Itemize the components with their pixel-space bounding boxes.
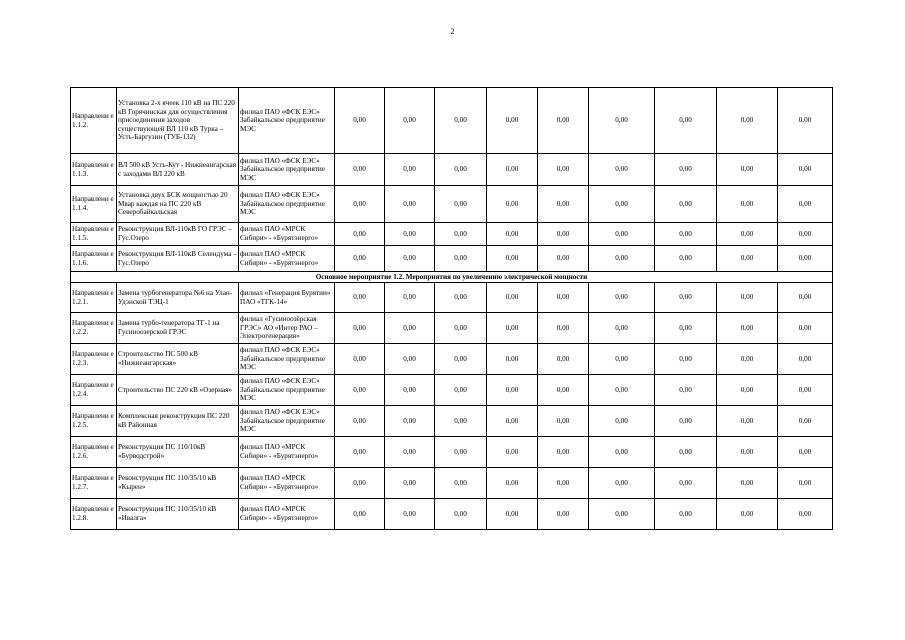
table-row bbox=[71, 468, 833, 499]
row-name: Установка 2-х ячеек 110 кВ на ПС 220 кВ Горячинская для осуществления присоединения заходов существующей ВЛ 110 кВ Турка – Усть-Баргузин (ТУБ-132) bbox=[117, 88, 239, 154]
row-value: 0,00 bbox=[717, 186, 778, 223]
row-value: 0,00 bbox=[335, 283, 385, 313]
row-value: 0,00 bbox=[487, 344, 538, 375]
row-code: Направлени е 1.2.7. bbox=[71, 468, 117, 499]
row-value: 0,00 bbox=[717, 246, 778, 272]
row-value: 0,00 bbox=[778, 88, 833, 154]
row-value: 0,00 bbox=[335, 313, 385, 344]
row-code: Направлени е 1.1.4. bbox=[71, 186, 117, 223]
row-value: 0,00 bbox=[717, 88, 778, 154]
row-value: 0,00 bbox=[589, 375, 655, 406]
table-row bbox=[71, 186, 833, 223]
row-value: 0,00 bbox=[655, 375, 717, 406]
row-value: 0,00 bbox=[385, 499, 435, 530]
row-organization: филиал ПАО «ФСК ЕЭС» Забайкальское предприятие МЭС bbox=[239, 88, 335, 154]
table-row bbox=[71, 154, 833, 186]
row-name: Реконструкция ПС 110/35/10 кВ «Кырен» bbox=[117, 468, 239, 499]
row-organization: филиал «Генерация Бурятии» ПАО «ТГК-14» bbox=[239, 283, 335, 313]
row-value: 0,00 bbox=[538, 344, 589, 375]
row-value: 0,00 bbox=[435, 186, 487, 223]
row-value: 0,00 bbox=[385, 375, 435, 406]
row-value: 0,00 bbox=[717, 283, 778, 313]
row-value: 0,00 bbox=[335, 154, 385, 186]
row-code: Направлени е 1.2.4. bbox=[71, 375, 117, 406]
row-value: 0,00 bbox=[385, 223, 435, 246]
row-name: Замена турбо-генератора ТГ-1 на Гусиноозерской ГРЭС bbox=[117, 313, 239, 344]
row-value: 0,00 bbox=[487, 499, 538, 530]
row-value: 0,00 bbox=[589, 246, 655, 272]
row-value: 0,00 bbox=[487, 313, 538, 344]
row-value: 0,00 bbox=[717, 406, 778, 437]
row-value: 0,00 bbox=[589, 344, 655, 375]
row-value: 0,00 bbox=[538, 186, 589, 223]
row-value: 0,00 bbox=[717, 154, 778, 186]
row-value: 0,00 bbox=[538, 437, 589, 468]
row-name: ВЛ 500 кВ Усть-Кут - Нижнеангарская с заходами ВЛ 220 кВ bbox=[117, 154, 239, 186]
row-code: Направлени е 1.2.2. bbox=[71, 313, 117, 344]
row-code: Направлени е 1.1.6. bbox=[71, 246, 117, 272]
row-value: 0,00 bbox=[589, 437, 655, 468]
row-value: 0,00 bbox=[487, 246, 538, 272]
row-value: 0,00 bbox=[435, 499, 487, 530]
row-value: 0,00 bbox=[778, 246, 833, 272]
row-name: Реконструкция ВЛ-110кВ ГО ГРЭС – Гус.Озеро bbox=[117, 223, 239, 246]
table-row bbox=[71, 313, 833, 344]
row-value: 0,00 bbox=[385, 154, 435, 186]
row-value: 0,00 bbox=[717, 437, 778, 468]
row-value: 0,00 bbox=[487, 375, 538, 406]
table-row bbox=[71, 344, 833, 375]
table-row bbox=[71, 499, 833, 530]
row-code: Направлени е 1.2.5. bbox=[71, 406, 117, 437]
row-value: 0,00 bbox=[487, 88, 538, 154]
table-row bbox=[71, 283, 833, 313]
row-name: Строительство ПС 220 кВ «Озерная» bbox=[117, 375, 239, 406]
row-name: Реконструкция ПС 110/35/10 кВ «Ивалга» bbox=[117, 499, 239, 530]
row-value: 0,00 bbox=[385, 186, 435, 223]
row-value: 0,00 bbox=[655, 344, 717, 375]
row-value: 0,00 bbox=[335, 88, 385, 154]
row-value: 0,00 bbox=[589, 154, 655, 186]
row-value: 0,00 bbox=[655, 313, 717, 344]
row-value: 0,00 bbox=[385, 313, 435, 344]
row-value: 0,00 bbox=[335, 246, 385, 272]
row-organization: филиал «Гусиноозёрская ГРЭС» АО «Интер РАО – Электрогенерация» bbox=[239, 313, 335, 344]
row-value: 0,00 bbox=[538, 88, 589, 154]
row-value: 0,00 bbox=[778, 223, 833, 246]
row-organization: филиал ПАО «МРСК Сибири» - «Бурятэнерго» bbox=[239, 468, 335, 499]
row-value: 0,00 bbox=[589, 88, 655, 154]
row-value: 0,00 bbox=[589, 499, 655, 530]
row-value: 0,00 bbox=[778, 437, 833, 468]
row-value: 0,00 bbox=[335, 223, 385, 246]
row-value: 0,00 bbox=[655, 246, 717, 272]
row-name: Комплексная реконструкция ПС 220 кВ Районная bbox=[117, 406, 239, 437]
row-value: 0,00 bbox=[538, 375, 589, 406]
page-number: 2 bbox=[450, 27, 455, 36]
row-value: 0,00 bbox=[335, 186, 385, 223]
row-organization: филиал ПАО «ФСК ЕЭС» Забайкальское предприятие МЭС bbox=[239, 186, 335, 223]
row-code: Направлени е 1.1.5. bbox=[71, 223, 117, 246]
table-row bbox=[71, 406, 833, 437]
row-value: 0,00 bbox=[538, 223, 589, 246]
row-value: 0,00 bbox=[487, 154, 538, 186]
row-value: 0,00 bbox=[655, 154, 717, 186]
row-value: 0,00 bbox=[538, 313, 589, 344]
row-value: 0,00 bbox=[335, 344, 385, 375]
row-value: 0,00 bbox=[778, 154, 833, 186]
row-value: 0,00 bbox=[385, 88, 435, 154]
row-value: 0,00 bbox=[778, 186, 833, 223]
row-value: 0,00 bbox=[385, 344, 435, 375]
row-value: 0,00 bbox=[589, 186, 655, 223]
row-value: 0,00 bbox=[335, 499, 385, 530]
row-value: 0,00 bbox=[435, 406, 487, 437]
row-value: 0,00 bbox=[589, 313, 655, 344]
row-value: 0,00 bbox=[778, 468, 833, 499]
row-value: 0,00 bbox=[335, 468, 385, 499]
row-value: 0,00 bbox=[778, 313, 833, 344]
row-value: 0,00 bbox=[487, 186, 538, 223]
row-organization: филиал ПАО «ФСК ЕЭС» Забайкальское предприятие МЭС bbox=[239, 154, 335, 186]
section-row bbox=[71, 272, 833, 283]
row-code: Направлени е 1.2.3. bbox=[71, 344, 117, 375]
row-code: Направлени е 1.2.8. bbox=[71, 499, 117, 530]
row-value: 0,00 bbox=[435, 437, 487, 468]
row-value: 0,00 bbox=[538, 246, 589, 272]
row-name: Замена турбогенератора №6 на Улан-Удэнской ТЭЦ-1 bbox=[117, 283, 239, 313]
row-organization: филиал ПАО «ФСК ЕЭС» Забайкальское предприятие МЭС bbox=[239, 344, 335, 375]
row-value: 0,00 bbox=[385, 437, 435, 468]
row-organization: филиал ПАО «МРСК Сибири» - «Бурятэнерго» bbox=[239, 246, 335, 272]
measures-table bbox=[70, 87, 833, 530]
row-value: 0,00 bbox=[778, 283, 833, 313]
row-value: 0,00 bbox=[717, 499, 778, 530]
row-value: 0,00 bbox=[538, 406, 589, 437]
table-row bbox=[71, 223, 833, 246]
row-value: 0,00 bbox=[335, 375, 385, 406]
row-organization: филиал ПАО «МРСК Сибири» - «Бурятэнерго» bbox=[239, 499, 335, 530]
row-code: Направлени е 1.2.1. bbox=[71, 283, 117, 313]
row-value: 0,00 bbox=[589, 223, 655, 246]
row-value: 0,00 bbox=[538, 154, 589, 186]
row-code: Направлени е 1.1.2. bbox=[71, 88, 117, 154]
row-value: 0,00 bbox=[655, 468, 717, 499]
row-name: Строительство ПС 500 кВ «Нижнеангарская» bbox=[117, 344, 239, 375]
row-value: 0,00 bbox=[717, 223, 778, 246]
row-value: 0,00 bbox=[589, 283, 655, 313]
row-value: 0,00 bbox=[435, 223, 487, 246]
row-code: Направлени е 1.1.3. bbox=[71, 154, 117, 186]
row-value: 0,00 bbox=[778, 406, 833, 437]
table-row bbox=[71, 375, 833, 406]
row-value: 0,00 bbox=[487, 223, 538, 246]
row-value: 0,00 bbox=[335, 437, 385, 468]
row-value: 0,00 bbox=[335, 406, 385, 437]
row-organization: филиал ПАО «МРСК Сибири» - «Бурятэнерго» bbox=[239, 437, 335, 468]
row-value: 0,00 bbox=[487, 437, 538, 468]
row-value: 0,00 bbox=[385, 246, 435, 272]
row-value: 0,00 bbox=[655, 499, 717, 530]
row-value: 0,00 bbox=[435, 375, 487, 406]
row-value: 0,00 bbox=[778, 344, 833, 375]
table-row bbox=[71, 246, 833, 272]
section-title: Основное мероприятие 1.2. Мероприятия по увеличению электрической мощности bbox=[71, 272, 833, 283]
row-value: 0,00 bbox=[435, 313, 487, 344]
row-value: 0,00 bbox=[655, 406, 717, 437]
row-value: 0,00 bbox=[717, 375, 778, 406]
row-value: 0,00 bbox=[538, 499, 589, 530]
row-organization: филиал ПАО «ФСК ЕЭС» Забайкальское предприятие МЭС bbox=[239, 406, 335, 437]
row-value: 0,00 bbox=[385, 406, 435, 437]
row-value: 0,00 bbox=[435, 283, 487, 313]
row-name: Реконструкция ВЛ-110кВ Селендума – Гус.Озеро bbox=[117, 246, 239, 272]
row-value: 0,00 bbox=[435, 468, 487, 499]
row-value: 0,00 bbox=[385, 468, 435, 499]
row-value: 0,00 bbox=[435, 154, 487, 186]
row-code: Направлени е 1.2.6. bbox=[71, 437, 117, 468]
row-value: 0,00 bbox=[487, 468, 538, 499]
row-value: 0,00 bbox=[589, 468, 655, 499]
row-value: 0,00 bbox=[655, 223, 717, 246]
row-organization: филиал ПАО «ФСК ЕЭС» Забайкальское предприятие МЭС bbox=[239, 375, 335, 406]
row-value: 0,00 bbox=[435, 344, 487, 375]
row-value: 0,00 bbox=[487, 283, 538, 313]
row-name: Реконструкция ПС 110/10кВ «Бурводстрой» bbox=[117, 437, 239, 468]
row-value: 0,00 bbox=[717, 313, 778, 344]
table-row bbox=[71, 88, 833, 154]
row-value: 0,00 bbox=[655, 437, 717, 468]
row-value: 0,00 bbox=[538, 468, 589, 499]
row-value: 0,00 bbox=[778, 375, 833, 406]
row-value: 0,00 bbox=[538, 283, 589, 313]
row-value: 0,00 bbox=[435, 88, 487, 154]
row-value: 0,00 bbox=[655, 283, 717, 313]
table-row bbox=[71, 437, 833, 468]
row-value: 0,00 bbox=[655, 186, 717, 223]
table-body bbox=[71, 88, 833, 530]
row-value: 0,00 bbox=[589, 406, 655, 437]
row-name: Установка двух БСК мощностью 20 Мвар каждая на ПС 220 кВ Северобайкальская bbox=[117, 186, 239, 223]
row-organization: филиал ПАО «МРСК Сибири» - «Бурятэнерго» bbox=[239, 223, 335, 246]
row-value: 0,00 bbox=[487, 406, 538, 437]
row-value: 0,00 bbox=[655, 88, 717, 154]
row-value: 0,00 bbox=[385, 283, 435, 313]
row-value: 0,00 bbox=[717, 468, 778, 499]
row-value: 0,00 bbox=[717, 344, 778, 375]
row-value: 0,00 bbox=[435, 246, 487, 272]
row-value: 0,00 bbox=[778, 499, 833, 530]
